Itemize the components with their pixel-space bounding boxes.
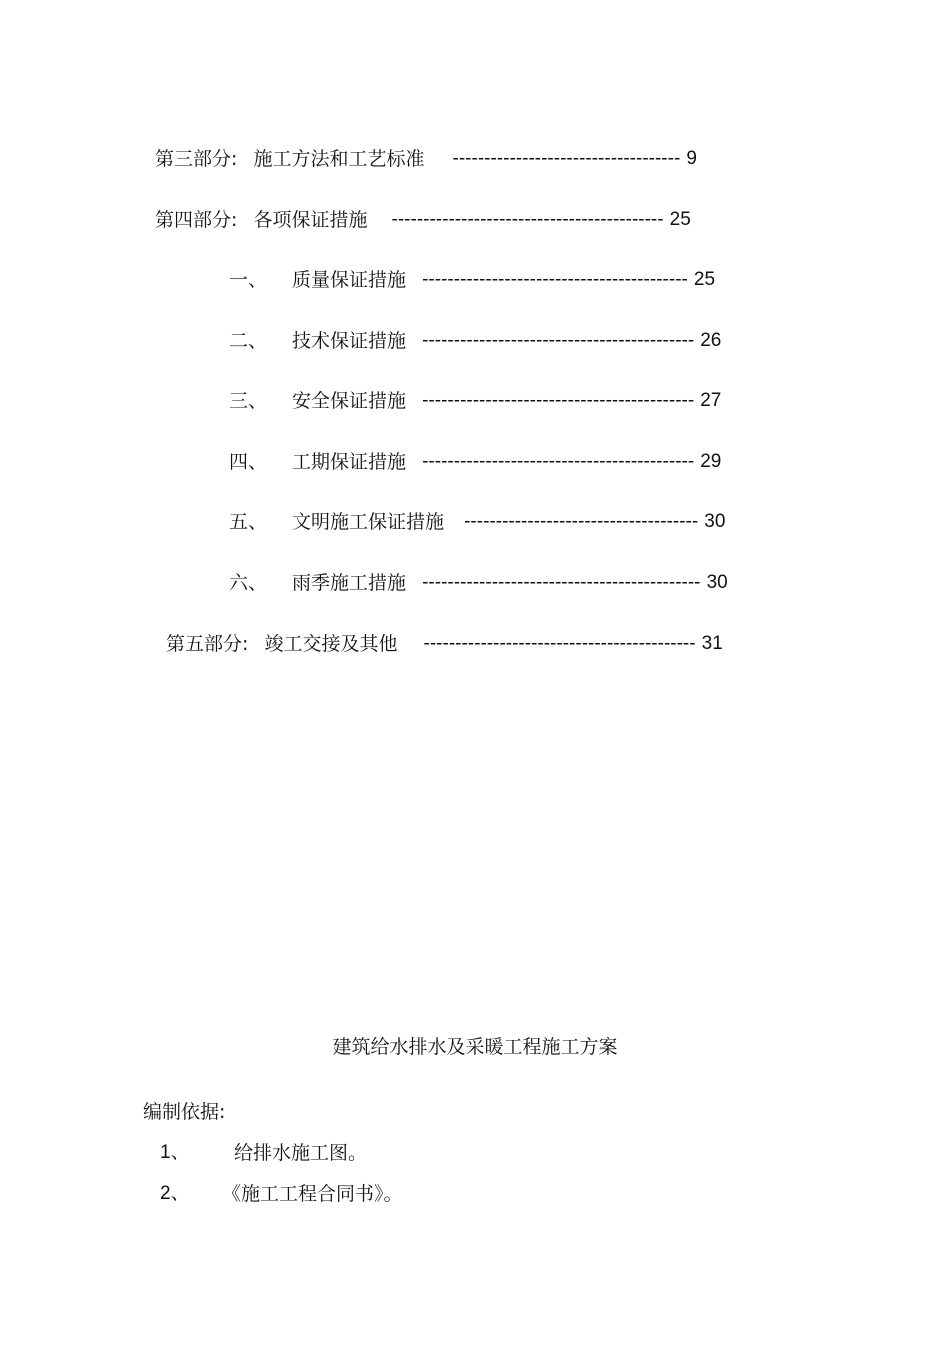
- toc-entry-title: 施工方法和工艺标准: [253, 148, 425, 170]
- toc-entry-part5: [166, 632, 723, 656]
- toc-page-number: 25: [693, 269, 716, 290]
- toc-entry-title: 安全保证措施: [292, 390, 407, 412]
- toc-item-number: 四、: [229, 451, 268, 473]
- toc-leader: ------------------------------------: [452, 148, 681, 169]
- toc-entry-part4: [155, 208, 691, 232]
- toc-entry-title: 雨季施工措施: [292, 572, 407, 594]
- toc-page-number: 9: [686, 148, 697, 169]
- toc-entry-title: 各项保证措施: [253, 209, 368, 231]
- toc-page-number: 25: [669, 209, 691, 230]
- toc-item-number: 二、: [229, 330, 268, 352]
- toc-entry-title: 技术保证措施: [292, 330, 407, 352]
- document-title: 建筑给水排水及采暖工程施工方案: [332, 1036, 618, 1058]
- toc-item-number: 三、: [229, 390, 268, 412]
- toc-entry-part3: [155, 147, 697, 171]
- toc-item-number: 五、: [229, 511, 268, 533]
- toc-page-number: 30: [704, 511, 726, 532]
- toc-leader: -------------------------------------------: [423, 633, 696, 654]
- toc-subentry: [229, 571, 728, 595]
- toc-part-label: 第四部分:: [155, 209, 238, 231]
- toc-page-number: 31: [701, 633, 723, 654]
- toc-entry-title: 竣工交接及其他: [264, 633, 398, 655]
- toc-item-number: 六、: [229, 572, 268, 594]
- toc-leader: -------------------------------------------: [422, 330, 695, 351]
- toc-leader: -------------------------------------------: [422, 451, 695, 472]
- toc-leader: -------------------------------------: [464, 511, 699, 532]
- toc-subentry: [229, 389, 721, 413]
- toc-leader: -------------------------------------------: [422, 390, 695, 411]
- toc-entry-title: 质量保证措施: [292, 269, 407, 291]
- toc-leader: ------------------------------------------: [422, 269, 688, 290]
- toc-page-number: 27: [700, 390, 722, 411]
- toc-subentry: [229, 329, 721, 353]
- basis-item-number: 1、: [160, 1142, 190, 1163]
- toc-item-number: 一、: [229, 269, 268, 291]
- basis-item-text: 《施工工程合同书》。: [222, 1183, 403, 1205]
- toc-subentry: [229, 268, 715, 292]
- basis-list-item: [160, 1141, 367, 1165]
- basis-list-item: [160, 1182, 403, 1206]
- toc-part-label: 第三部分:: [155, 148, 238, 170]
- toc-page-number: 30: [706, 572, 728, 593]
- toc-leader: -------------------------------------------: [391, 209, 664, 230]
- basis-heading: 编制依据:: [143, 1101, 226, 1123]
- toc-subentry: [229, 510, 725, 534]
- toc-part-label: 第五部分:: [166, 633, 249, 655]
- toc-page-number: 29: [700, 451, 722, 472]
- toc-leader: --------------------------------------------: [422, 572, 701, 593]
- toc-entry-title: 工期保证措施: [292, 451, 407, 473]
- toc-entry-title: 文明施工保证措施: [292, 511, 445, 533]
- basis-item-number: 2、: [160, 1183, 190, 1204]
- toc-page-number: 26: [700, 330, 722, 351]
- basis-item-text: 给排水施工图。: [234, 1142, 368, 1164]
- toc-subentry: [229, 450, 721, 474]
